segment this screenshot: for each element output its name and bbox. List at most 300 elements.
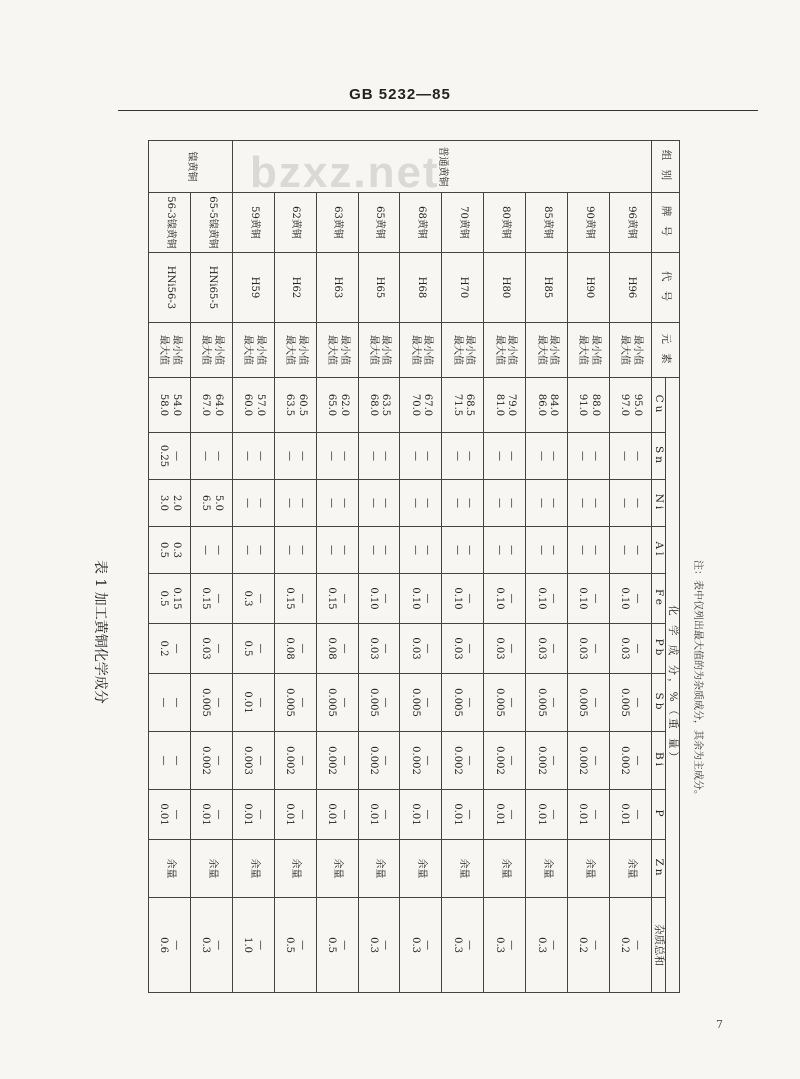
fe-cell-min: — [589, 593, 601, 604]
al-cell [358, 527, 400, 574]
pb-cell [526, 624, 568, 674]
al-cell-min: — [548, 545, 560, 555]
page-number: 7 [716, 1018, 723, 1031]
sn-cell [526, 433, 568, 480]
fe-cell-max: 0.3 [242, 590, 254, 607]
ni-cell-min: 5.0 [212, 495, 224, 511]
sb-cell-min: — [338, 697, 350, 708]
bi-cell [149, 732, 191, 790]
ni-cell-max: 3.0 [158, 495, 170, 511]
al-cell [484, 527, 526, 574]
fe-cell-max: 0.10 [367, 587, 379, 610]
impurity-cell-max: 0.2 [577, 937, 589, 954]
impurity-cell-max: 0.3 [493, 937, 505, 954]
grade-cell: 70黄铜 [442, 193, 484, 253]
ni-cell [358, 480, 400, 527]
bi-cell-min: — [631, 755, 643, 766]
impurity-cell [149, 898, 191, 993]
ni-cell-max: — [284, 498, 296, 508]
cu-cell-min: 84.0 [548, 393, 560, 417]
sb-cell-max: 0.005 [619, 688, 631, 717]
pb-cell-min: — [548, 643, 560, 654]
sb-cell-min: — [170, 697, 182, 708]
pb-cell-max: 0.03 [409, 637, 421, 660]
pb-cell-min: — [296, 643, 308, 654]
pb-cell [609, 624, 651, 674]
p-cell-max: 0.01 [158, 803, 170, 826]
sn-cell-max: — [242, 451, 254, 461]
pb-cell-min: — [589, 643, 601, 654]
zn-cell: 余量 [149, 840, 191, 898]
bi-cell-max: — [158, 755, 170, 766]
pb-cell-min: — [254, 643, 266, 654]
sb-cell-max: — [158, 697, 170, 708]
sb-cell [609, 674, 651, 732]
ni-cell-max: — [493, 498, 505, 508]
pb-cell [567, 624, 609, 674]
element-cell-max: 最大值 [200, 335, 212, 365]
cu-cell-max: 97.0 [619, 393, 631, 417]
sb-cell-min: — [296, 697, 308, 708]
bi-cell-min: — [212, 755, 224, 766]
cu-cell-min: 63.5 [380, 393, 392, 417]
grade-cell: 80黄铜 [484, 193, 526, 253]
sn-cell-min: — [464, 451, 476, 461]
fe-cell [400, 574, 442, 624]
sn-cell-min: — [422, 451, 434, 461]
p-cell-min: — [212, 809, 224, 820]
fe-cell [149, 574, 191, 624]
cu-cell-max: 81.0 [493, 393, 505, 417]
bi-cell-min: — [422, 755, 434, 766]
pb-cell-max: 0.03 [535, 637, 547, 660]
grade-cell: 68黄铜 [400, 193, 442, 253]
p-cell-max: 0.01 [367, 803, 379, 826]
ni-cell-min: — [548, 498, 560, 508]
col-header-ni: Ni [651, 480, 665, 527]
col-header-code: 代 号 [651, 253, 679, 323]
fe-cell-max: 0.15 [200, 587, 212, 610]
table-row [149, 141, 191, 993]
pb-cell-max: 0.03 [367, 637, 379, 660]
sb-cell-max: 0.005 [367, 688, 379, 717]
p-cell-max: 0.01 [535, 803, 547, 826]
element-cell-min: 最小值 [422, 335, 434, 365]
ni-cell-max: — [577, 498, 589, 508]
element-cell [526, 323, 568, 378]
sn-cell-min: — [338, 451, 350, 461]
element-cell-max: 最大值 [577, 335, 589, 365]
sb-cell-min: — [548, 697, 560, 708]
col-header-impurity-total: 杂质总和 [651, 898, 665, 993]
sb-cell-max: 0.005 [200, 688, 212, 717]
sn-cell [149, 433, 191, 480]
element-cell [442, 323, 484, 378]
cu-cell [232, 378, 274, 433]
composition-table [148, 140, 680, 993]
sn-cell [484, 433, 526, 480]
col-header-bi: Bi [651, 732, 665, 790]
pb-cell [358, 624, 400, 674]
bi-cell-max: 0.002 [200, 746, 212, 775]
al-cell-min: — [422, 545, 434, 555]
p-cell-max: 0.01 [242, 803, 254, 826]
p-cell [526, 790, 568, 840]
ni-cell [400, 480, 442, 527]
element-cell-max: 最大值 [493, 335, 505, 365]
element-cell-min: 最小值 [338, 335, 350, 365]
bi-cell-min: — [548, 755, 560, 766]
cu-cell-max: 71.5 [451, 393, 463, 417]
ni-cell-max: — [451, 498, 463, 508]
ni-cell [442, 480, 484, 527]
fe-cell [358, 574, 400, 624]
fe-cell-max: 0.10 [577, 587, 589, 610]
watermark: bzxz.net [250, 148, 440, 197]
cu-cell-min: 57.0 [254, 393, 266, 417]
al-cell-max: — [367, 545, 379, 555]
impurity-cell-min: — [212, 940, 224, 951]
ni-cell-max: — [242, 498, 254, 508]
sb-cell-min: — [212, 697, 224, 708]
col-header-element: 元 素 [651, 323, 679, 378]
zn-cell: 余量 [232, 840, 274, 898]
cu-cell-min: 88.0 [589, 393, 601, 417]
bi-cell-min: — [464, 755, 476, 766]
fe-cell [274, 574, 316, 624]
element-cell [232, 323, 274, 378]
impurity-cell-min: — [589, 940, 601, 951]
fe-cell-min: — [506, 593, 518, 604]
impurity-cell-max: 1.0 [242, 937, 254, 954]
zn-cell: 余量 [609, 840, 651, 898]
p-cell [316, 790, 358, 840]
fe-cell-min: — [338, 593, 350, 604]
sn-cell [442, 433, 484, 480]
element-cell [400, 323, 442, 378]
impurity-cell [484, 898, 526, 993]
p-cell-max: 0.01 [409, 803, 421, 826]
impurity-cell-min: — [380, 940, 392, 951]
al-cell-min: — [338, 545, 350, 555]
sb-cell [232, 674, 274, 732]
sn-cell [232, 433, 274, 480]
bi-cell-max: 0.002 [409, 746, 421, 775]
pb-cell [232, 624, 274, 674]
al-cell [442, 527, 484, 574]
bi-cell-min: — [589, 755, 601, 766]
element-cell-max: 最大值 [242, 335, 254, 365]
col-header-fe: Fe [651, 574, 665, 624]
element-cell [567, 323, 609, 378]
bi-cell-min: — [170, 755, 182, 766]
fe-cell-min: — [464, 593, 476, 604]
al-cell-min: — [506, 545, 518, 555]
p-cell-max: 0.01 [284, 803, 296, 826]
sb-cell [358, 674, 400, 732]
p-cell [400, 790, 442, 840]
al-cell-max: — [619, 545, 631, 555]
col-header-group: 组 别 [651, 141, 679, 193]
al-cell-min: 0.3 [170, 542, 182, 558]
code-cell: H59 [232, 253, 274, 323]
standard-number: GB 5232—85 [349, 86, 451, 103]
al-cell-max: — [326, 545, 338, 555]
sn-cell-max: — [367, 451, 379, 461]
cu-cell-max: 63.5 [284, 393, 296, 417]
fe-cell-min: — [631, 593, 643, 604]
cu-cell-max: 68.0 [367, 393, 379, 417]
ni-cell-min: — [380, 498, 392, 508]
header-rule [118, 110, 758, 111]
sb-cell-min: — [422, 697, 434, 708]
al-cell-max: — [451, 545, 463, 555]
pb-cell-max: 0.08 [284, 637, 296, 660]
element-cell-max: 最大值 [158, 335, 170, 365]
pb-cell [442, 624, 484, 674]
sn-cell-min: — [506, 451, 518, 461]
ni-cell [567, 480, 609, 527]
ni-cell [274, 480, 316, 527]
sn-cell-max: — [493, 451, 505, 461]
sn-cell-min: — [296, 451, 308, 461]
al-cell-max: — [200, 545, 212, 555]
pb-cell-min: — [338, 643, 350, 654]
impurity-cell-min: — [254, 940, 266, 951]
fe-cell-max: 0.15 [326, 587, 338, 610]
al-cell-min: — [296, 545, 308, 555]
zn-cell: 余量 [190, 840, 232, 898]
impurity-cell-min: — [422, 940, 434, 951]
al-cell [316, 527, 358, 574]
group-cell: 普通黄铜 [232, 141, 651, 193]
impurity-cell-max: 0.2 [619, 937, 631, 954]
table-head [651, 141, 679, 993]
cu-cell [567, 378, 609, 433]
cu-cell [609, 378, 651, 433]
pb-cell-max: 0.03 [200, 637, 212, 660]
zn-cell: 余量 [274, 840, 316, 898]
table-row [442, 141, 484, 993]
bi-cell-max: 0.003 [242, 746, 254, 775]
fe-cell-min: — [296, 593, 308, 604]
cu-cell [526, 378, 568, 433]
p-cell [274, 790, 316, 840]
fe-cell-max: 0.10 [451, 587, 463, 610]
cu-cell [358, 378, 400, 433]
zn-cell: 余量 [567, 840, 609, 898]
element-cell-max: 最大值 [451, 335, 463, 365]
al-cell-max: — [493, 545, 505, 555]
p-cell [484, 790, 526, 840]
element-cell-max: 最大值 [284, 335, 296, 365]
sb-cell-min: — [254, 697, 266, 708]
ni-cell [316, 480, 358, 527]
ni-cell-max: — [535, 498, 547, 508]
code-cell: HNi65-5 [190, 253, 232, 323]
bi-cell [442, 732, 484, 790]
bi-cell-max: 0.002 [367, 746, 379, 775]
sn-cell-max: 0.25 [158, 444, 170, 468]
sn-cell [358, 433, 400, 480]
al-cell-min: — [380, 545, 392, 555]
sn-cell-min: — [254, 451, 266, 461]
ni-cell-min: — [296, 498, 308, 508]
p-cell-min: — [422, 809, 434, 820]
cu-cell-min: 95.0 [631, 393, 643, 417]
bi-cell-max: 0.002 [619, 746, 631, 775]
al-cell-max: 0.5 [158, 542, 170, 558]
sb-cell [484, 674, 526, 732]
impurity-cell-min: — [506, 940, 518, 951]
ni-cell-max: — [367, 498, 379, 508]
al-cell-min: — [464, 545, 476, 555]
element-cell-min: 最小值 [631, 335, 643, 365]
table-row [358, 141, 400, 993]
bi-cell [358, 732, 400, 790]
ni-cell-max: — [619, 498, 631, 508]
ni-cell-min: — [464, 498, 476, 508]
table-footnote: 注：表中仅列出最大值的为杂质成分，其余为主成分。 [692, 560, 703, 800]
bi-cell-min: — [338, 755, 350, 766]
sb-cell-max: 0.005 [577, 688, 589, 717]
col-header-cu: Cu [651, 378, 665, 433]
pb-cell-max: 0.03 [493, 637, 505, 660]
bi-cell [274, 732, 316, 790]
sn-cell-min: — [212, 451, 224, 461]
element-cell [149, 323, 191, 378]
col-header-sn: Sn [651, 433, 665, 480]
al-cell-min: — [631, 545, 643, 555]
element-cell-max: 最大值 [367, 335, 379, 365]
sb-cell-max: 0.005 [284, 688, 296, 717]
p-cell-max: 0.01 [619, 803, 631, 826]
cu-cell-min: 67.0 [422, 393, 434, 417]
fe-cell [316, 574, 358, 624]
impurity-cell [232, 898, 274, 993]
al-cell-min: — [589, 545, 601, 555]
table-row [567, 141, 609, 993]
bi-cell-min: — [506, 755, 518, 766]
al-cell [232, 527, 274, 574]
cu-cell-max: 86.0 [535, 393, 547, 417]
bi-cell [316, 732, 358, 790]
table-row [232, 141, 274, 993]
sb-cell-min: — [380, 697, 392, 708]
pb-cell-min: — [212, 643, 224, 654]
pb-cell-min: — [422, 643, 434, 654]
col-header-p: P [651, 790, 665, 840]
ni-cell-max: 6.5 [200, 495, 212, 511]
sb-cell [190, 674, 232, 732]
impurity-cell [190, 898, 232, 993]
element-cell [190, 323, 232, 378]
composition-table-rotated [148, 140, 680, 992]
bi-cell-max: 0.002 [577, 746, 589, 775]
sb-cell [567, 674, 609, 732]
element-cell-min: 最小值 [212, 335, 224, 365]
ni-cell-min: — [338, 498, 350, 508]
sn-cell-min: — [631, 451, 643, 461]
grade-cell: 90黄铜 [567, 193, 609, 253]
pb-cell [316, 624, 358, 674]
impurity-cell [358, 898, 400, 993]
col-header-zn: Zn [651, 840, 665, 898]
sb-cell-max: 0.01 [242, 691, 254, 714]
cu-cell-max: 60.0 [242, 393, 254, 417]
code-cell: H70 [442, 253, 484, 323]
p-cell [442, 790, 484, 840]
bi-cell [232, 732, 274, 790]
element-cell-min: 最小值 [380, 335, 392, 365]
code-cell: H68 [400, 253, 442, 323]
cu-cell-max: 91.0 [577, 393, 589, 417]
pb-cell-min: — [380, 643, 392, 654]
pb-cell-min: — [506, 643, 518, 654]
al-cell [149, 527, 191, 574]
cu-cell [149, 378, 191, 433]
sn-cell-max: — [535, 451, 547, 461]
fe-cell [567, 574, 609, 624]
al-cell [400, 527, 442, 574]
cu-cell-min: 68.5 [464, 393, 476, 417]
table-row [190, 141, 232, 993]
cu-cell [274, 378, 316, 433]
fe-cell [526, 574, 568, 624]
bi-cell [567, 732, 609, 790]
ni-cell [190, 480, 232, 527]
fe-cell [232, 574, 274, 624]
cu-cell [400, 378, 442, 433]
p-cell-max: 0.01 [577, 803, 589, 826]
impurity-cell-max: 0.5 [326, 937, 338, 954]
cu-cell-max: 65.0 [326, 393, 338, 417]
grade-cell: 56-3镍黄铜 [149, 193, 191, 253]
element-cell-min: 最小值 [296, 335, 308, 365]
element-cell-max: 最大值 [409, 335, 421, 365]
p-cell-min: — [631, 809, 643, 820]
bi-cell-max: 0.002 [326, 746, 338, 775]
sb-cell [274, 674, 316, 732]
sb-cell [149, 674, 191, 732]
element-cell-min: 最小值 [589, 335, 601, 365]
fe-cell-min: — [422, 593, 434, 604]
impurity-cell-min: — [338, 940, 350, 951]
impurity-cell-min: — [296, 940, 308, 951]
impurity-cell [567, 898, 609, 993]
p-cell-min: — [506, 809, 518, 820]
code-cell: H85 [526, 253, 568, 323]
code-cell: H63 [316, 253, 358, 323]
ni-cell [526, 480, 568, 527]
element-cell [358, 323, 400, 378]
p-cell-max: 0.01 [200, 803, 212, 826]
al-cell-min: — [212, 545, 224, 555]
impurity-cell-min: — [548, 940, 560, 951]
zn-cell: 余量 [358, 840, 400, 898]
pb-cell-max: 0.08 [326, 637, 338, 660]
pb-cell-max: 0.2 [158, 640, 170, 657]
p-cell-min: — [589, 809, 601, 820]
pb-cell [274, 624, 316, 674]
bi-cell [190, 732, 232, 790]
cu-cell-min: 62.0 [338, 393, 350, 417]
ni-cell-min: — [631, 498, 643, 508]
cu-cell [484, 378, 526, 433]
p-cell [609, 790, 651, 840]
p-cell-min: — [296, 809, 308, 820]
p-cell-min: — [338, 809, 350, 820]
